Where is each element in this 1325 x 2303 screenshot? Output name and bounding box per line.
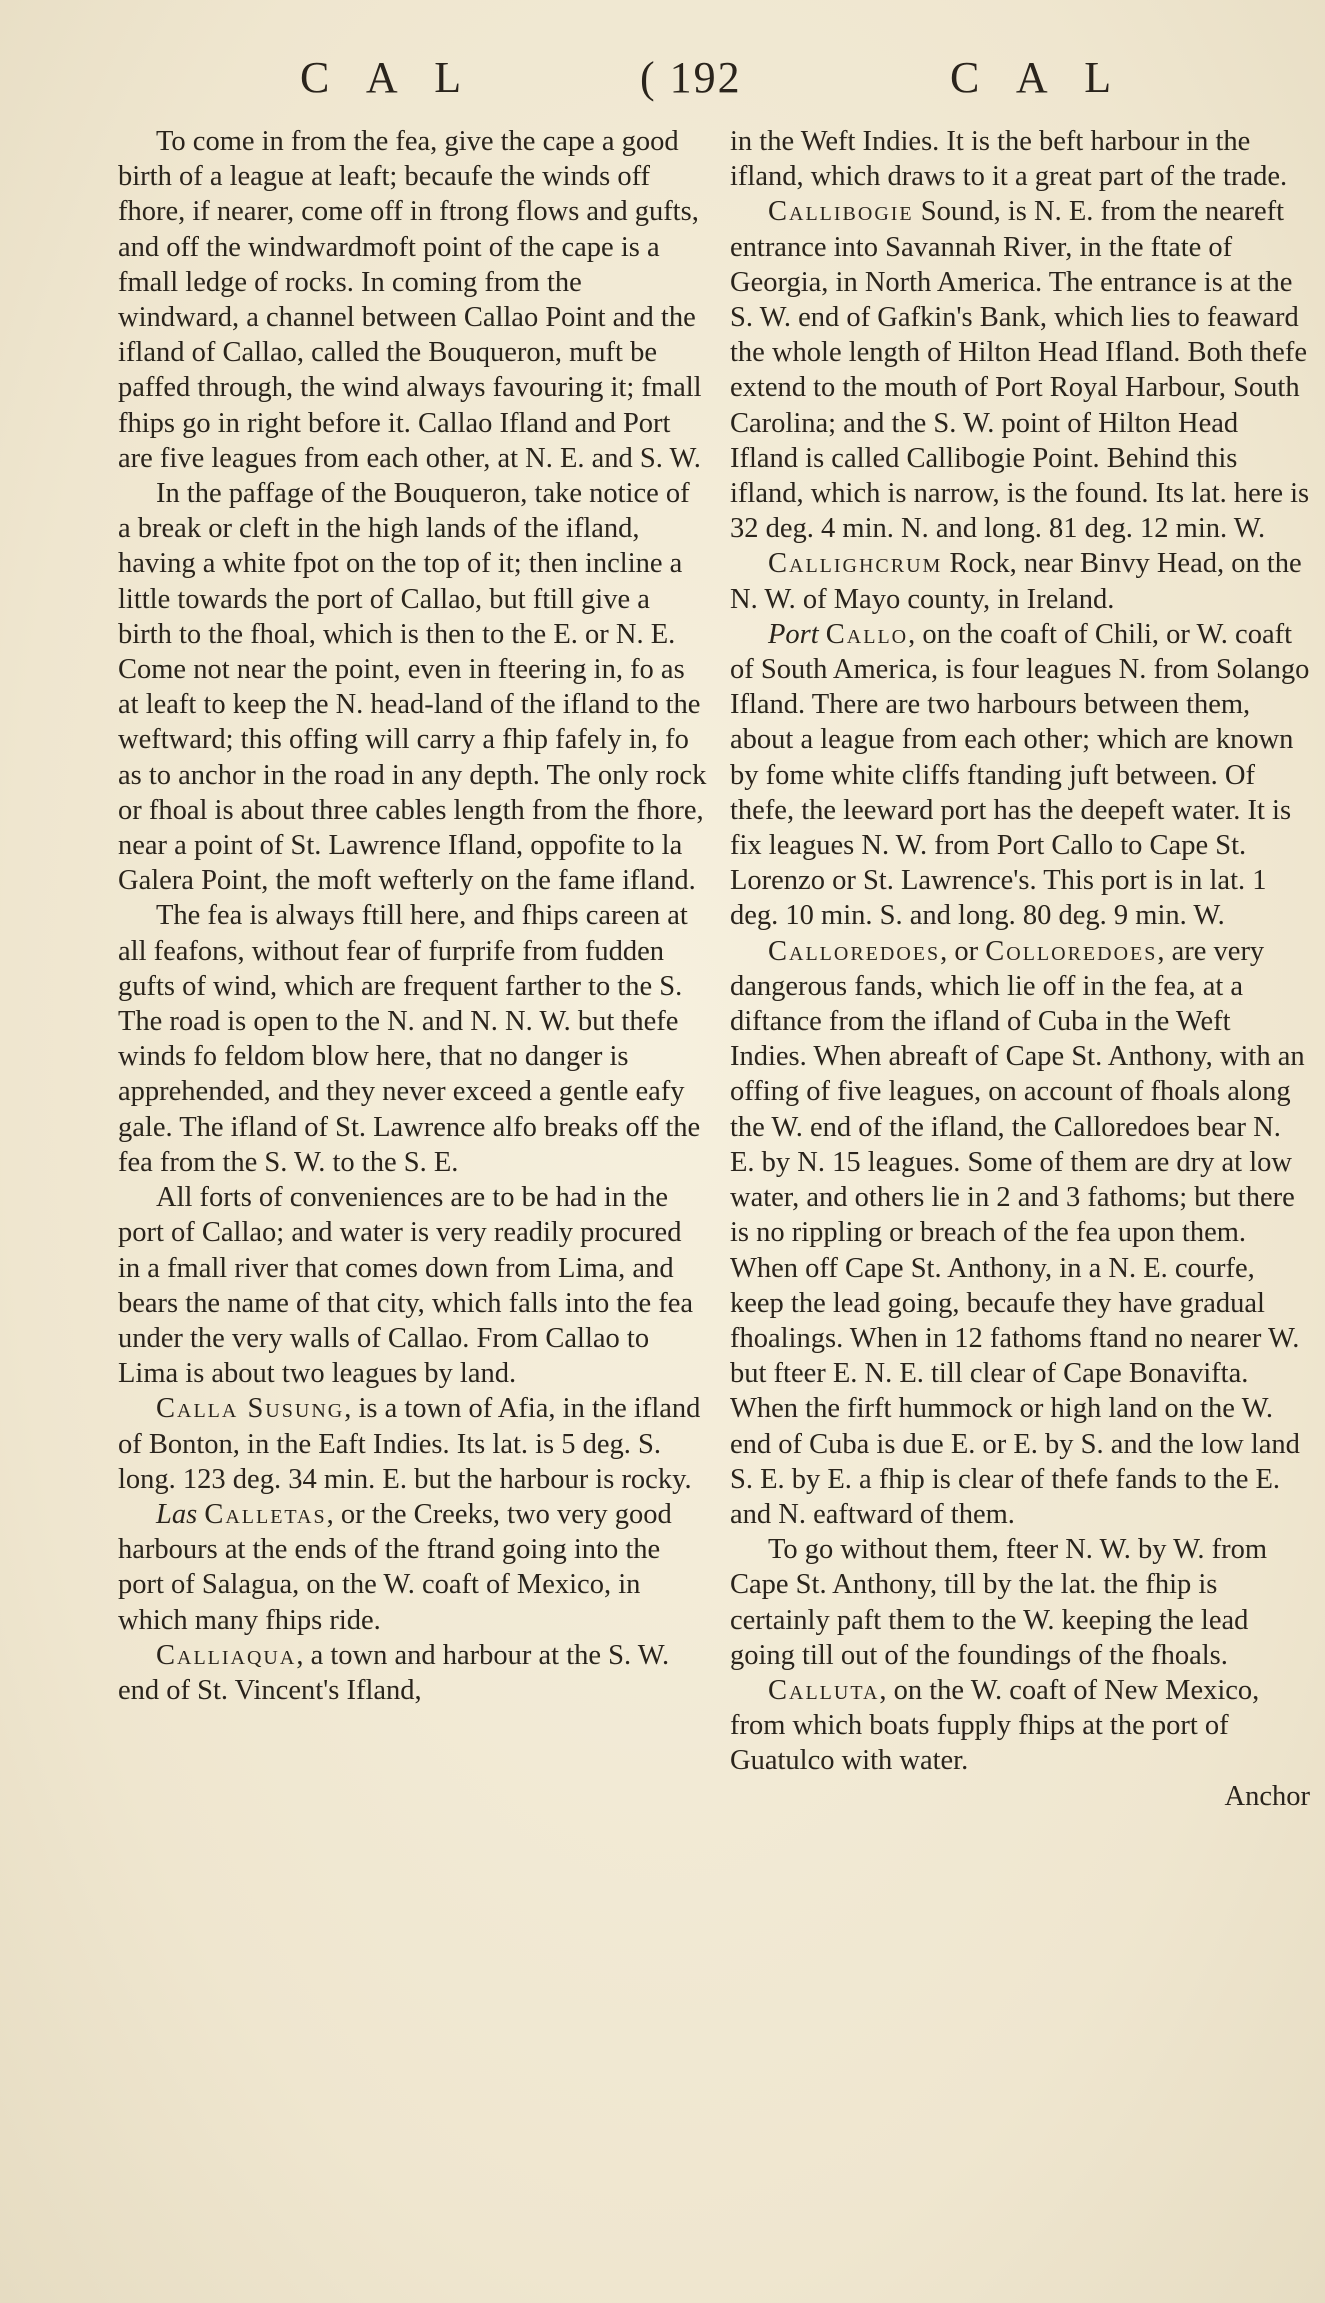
entry-callighcrum [730, 546, 1310, 616]
left-column [118, 124, 708, 1708]
header-right-catchword: C A L [950, 53, 1126, 102]
entry-headword: Callibogie [768, 196, 914, 228]
entry-headword: Callo [825, 618, 909, 650]
entry-calla-susung [118, 1391, 708, 1497]
entry-text: , are very dangerous fands, which lie off in the fea, at a diftance from the ifland of Cuba in the Weft Indies. When abreaft of Cape St. Anthony, with an offing of five leagues, on account of fhoals along the W. end of the ifland, the Calloredoes bear N. E. by N. 15 leagues. Some of them are dry at low water, and others lie in 2 and 3 fathoms; but there is no rippling or breach of the fea upon them. When off Cape St. Anthony, in a N. E. courfe, keep the lead going, becaufe they have gradual fhoalings. When in 12 fathoms ftand no nearer W. but fteer E. N. E. till clear of Cape Bonavifta. When the firft hummock or high land on the W. end of Cuba is due E. or E. by S. and the low land S. E. by E. a fhip is clear of thefe fands to the E. and N. eaftward of them. [730, 935, 1305, 1530]
entry-calluta [730, 1673, 1310, 1779]
entry-headword-alt: Colloredoes [985, 935, 1158, 967]
entry-text: , on the W. coaft of New Mexico, from which boats fupply fhips at the port of Guatulco with water. [730, 1674, 1260, 1777]
running-header [0, 52, 1325, 112]
entry-calloredoes [730, 934, 1310, 1532]
entry-headword: Calluta [768, 1674, 880, 1706]
entry-text: Rock, near Binvy Head, on the N. W. of Mayo county, in Ireland. [730, 548, 1302, 615]
entry-text: Sound, is N. E. from the neareft entrance into Savannah River, in the ftate of Georgia, in North America. The entrance is at the S. W. end of Gafkin's Bank, which lies to feaward the whole length of Hilton Head Ifland. Both thefe extend to the mouth of Port Royal Harbour, South Carolina; and the S. W. point of Hilton Head Ifland is called Callibogie Point. Behind this ifland, which is narrow, is the found. Its lat. here is 32 deg. 4 min. N. and long. 81 deg. 12 min. W. [730, 196, 1310, 545]
entry-headword: Calloredoes [768, 935, 941, 967]
paragraph-calliaqua-continued: in the Weft Indies. It is the beft harbour in the ifland, which draws to it a great part of the trade. [730, 126, 1288, 193]
entry-calletas [118, 1497, 708, 1638]
entry-text: , a town and harbour at the S. W. end of St. Vincent's Ifland, [118, 1639, 670, 1706]
entry-headword: Callighcrum [768, 548, 943, 580]
entry-text: , or [940, 935, 986, 967]
entry-text: , or the Creeks, two very good harbours at the ends of the ftrand going into the port of Salagua, on the W. coaft of Mexico, in which many fhips ride. [118, 1498, 672, 1636]
entry-callibogie [730, 194, 1310, 546]
entry-headword: Calliaqua [156, 1639, 297, 1671]
entry-prefix: Las [156, 1498, 198, 1530]
page-number: ( 192 [640, 53, 742, 102]
entry-text: , is a town of Afia, in the ifland of Bonton, in the Eaft Indies. Its lat. is 5 deg. S. long. 123 deg. 34 min. E. but the harbour is rocky. [118, 1393, 701, 1495]
catchword: Anchor [1224, 1780, 1310, 1812]
entry-calliaqua [118, 1638, 708, 1708]
paragraph-callao-conveniences: All forts of conveniences are to be had in the port of Callao; and water is very readily procured in a fmall river that comes down from Lima, and bears the name of that city, which falls into the fea under the very walls of Callao. From Callao to Lima is about two leagues by land. [118, 1182, 694, 1390]
entry-port-callo [730, 617, 1310, 934]
entry-text: , on the coaft of Chili, or W. coaft of South America, is four leagues N. from Solango Ifland. There are two harbours between them, about a league from each other; which are known by fome white cliffs ftanding juft between. Of thefe, the leeward port has the deepeft water. It is fix leagues N. W. from Port Callo to Cape St. Lorenzo or St. Lawrence's. This port is in lat. 1 deg. 10 min. S. and long. 80 deg. 9 min. W. [730, 618, 1310, 932]
entry-prefix: Port [768, 618, 819, 650]
paragraph-callao-sea: The fea is always ftill here, and fhips careen at all feafons, without fear of furprife from fudden gufts of wind, which are frequent farther to the S. The road is open to the N. and N. N. W. but thefe winds fo feldom blow here, that no danger is apprehended, and they never exceed a gentle eafy gale. The ifland of St. Lawrence alfo breaks off the fea from the S. W. to the S. E. [118, 900, 701, 1178]
right-column [730, 124, 1310, 1814]
paragraph-callao-approach: To come in from the fea, give the cape a good birth of a league at leaft; becaufe the winds off fhore, if nearer, come off in ftrong flows and gufts, and off the windwardmoft point of the cape is a fmall ledge of rocks. In coming from the windward, a channel between Callao Point and the ifland of Callao, called the Bouqueron, muft be paffed through, the wind always favouring it; fmall fhips go in right before it. Callao Ifland and Port are five leagues from each other, at N. E. and S. W. [118, 126, 702, 474]
entry-headword: Calla Susung [156, 1393, 345, 1425]
header-left-catchword: C A L [300, 53, 476, 102]
entry-headword: Calletas [204, 1498, 327, 1530]
paragraph-calloredoes-without: To go without them, fteer N. W. by W. from Cape St. Anthony, till by the lat. the fhip is certainly paft them to the W. keeping the lead going till out of the foundings of the fhoals. [730, 1534, 1268, 1671]
paragraph-bouqueron-passage: In the paffage of the Bouqueron, take notice of a break or cleft in the high lands of the ifland, having a white fpot on the top of it; then incline a little towards the port of Callao, but ftill give a birth to the fhoal, which is then to the E. or N. E. Come not near the point, even in fteering in, fo as at leaft to keep the N. head-land of the ifland to the weftward; this offing will carry a fhip fafely in, fo as to anchor in the road in any depth. The only rock or fhoal is about three cables length from the fhore, near a point of St. Lawrence Ifland, oppofite to la Galera Point, the moft wefterly on the fame ifland. [118, 478, 707, 897]
